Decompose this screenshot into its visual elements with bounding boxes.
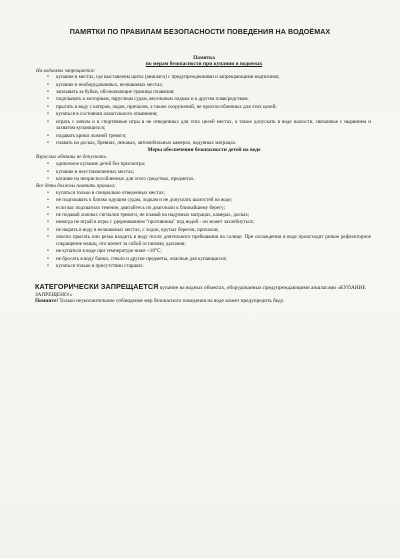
final-warning [35,281,373,305]
list-item: • никогда не играй в игры с удерживанием "противника" под водой - он может захлебнуться; [35,219,371,226]
list-item: • купаться только в специально отведенных местах; [35,190,371,197]
list-item: • купаться в состоянии алкогольного опьянения; [35,111,371,118]
memo-heading: Памятка [193,55,215,61]
categorical-ban-text: купание на водных объектах, оборудованных предупреждающими аншлагами «КУПАНИЕ ЗАПРЕЩЕНО!» [35,284,366,298]
prohibited-intro: На водоемах запрещается: [36,67,96,74]
list-item: • не бросать в воду банки, стекло и другие предметы, опасные для купающихся; [35,256,371,263]
list-item: • если вас подхватило течение, двигайтесь по диагонали к ближайшему берегу; [35,205,371,212]
list-item: • опасно прыгать или резко входить в воду после длительного пребывания на солнце. При охлаждении в воде происходит резкое рефлекторное сокращение мышц, что влечет за собой остановку дыхания; [35,234,371,248]
list-item: • подплывать к моторным, парусным судам, весельным лодкам и к другим плавсредствам; [35,96,371,103]
list-item: • купание в неустановленных местах; [35,169,371,176]
prohibited-list [35,74,373,146]
list-item: • купание в местах, где выставлены щиты (аншлаги) с предупреждениями и запрещающими надписями; [35,74,371,81]
kids-rules-list [35,190,373,270]
list-item: • прыгать в воду с катеров, лодок, причалов, а также сооружений, не приспособленных для этих целей; [35,104,371,111]
categorical-ban-label: КАТЕГОРИЧЕСКИ ЗАПРЕЩАЕТСЯ [35,281,159,291]
list-item: • играть с мячом и в спортивные игры в не отведенных для этих целей местах, а также допускать в воде шалости, связанные с нырянием и захватом купающихся; [35,119,371,133]
list-item: • купаться только в присутствии старших. [35,263,371,270]
list-item: • одиночное купание детей без присмотра; [35,161,371,168]
document-body [35,55,373,305]
list-item: • не нырять в воду в незнакомых местах, с лодок, крутых берегов, причалов; [35,227,371,234]
list-item: • заплывать за буйки, обозначающие границы плавания; [35,89,371,96]
list-item: • купание в необорудованных, незнакомых местах; [35,82,371,89]
list-item: • плавать на досках, бревнах, лежаках, автомобильных камерах, надувных матрацах. [35,140,371,147]
list-item: • не подавай ложных сигналов тревоги, не плавай на надувных матрацах, камерах, досках; [35,212,371,219]
list-item: • не купаться в воде при температуре ниже +18°С; [35,248,371,255]
kids-intro: Все дети должны помнить правила: [36,183,116,190]
list-item: • катание на неприспособленных для этого средствах, предметах. [35,176,371,183]
remember-label: Помните! [35,298,59,305]
adults-list [35,161,373,183]
children-safety-heading: Меры обеспечения безопасности детей на воде [147,147,261,154]
list-item: • подавать крики ложной тревоги; [35,133,371,140]
list-item: • не подплывать к близко идущим судам, лодкам и не допускать шалостей на воде; [35,197,371,204]
page-title: ПАМЯТКИ ПО ПРАВИЛАМ БЕЗОПАСНОСТИ ПОВЕДЕНИЯ НА ВОДОЁМАХ [69,28,331,36]
memo-subheading: по мерам безопасности при купании в водоемах [145,61,263,68]
remember-text: Только неукоснительное соблюдение мер безопасного поведения на воде может предупредить беду. [58,298,285,305]
adults-intro: Взрослые обязаны не допускать: [36,154,108,161]
